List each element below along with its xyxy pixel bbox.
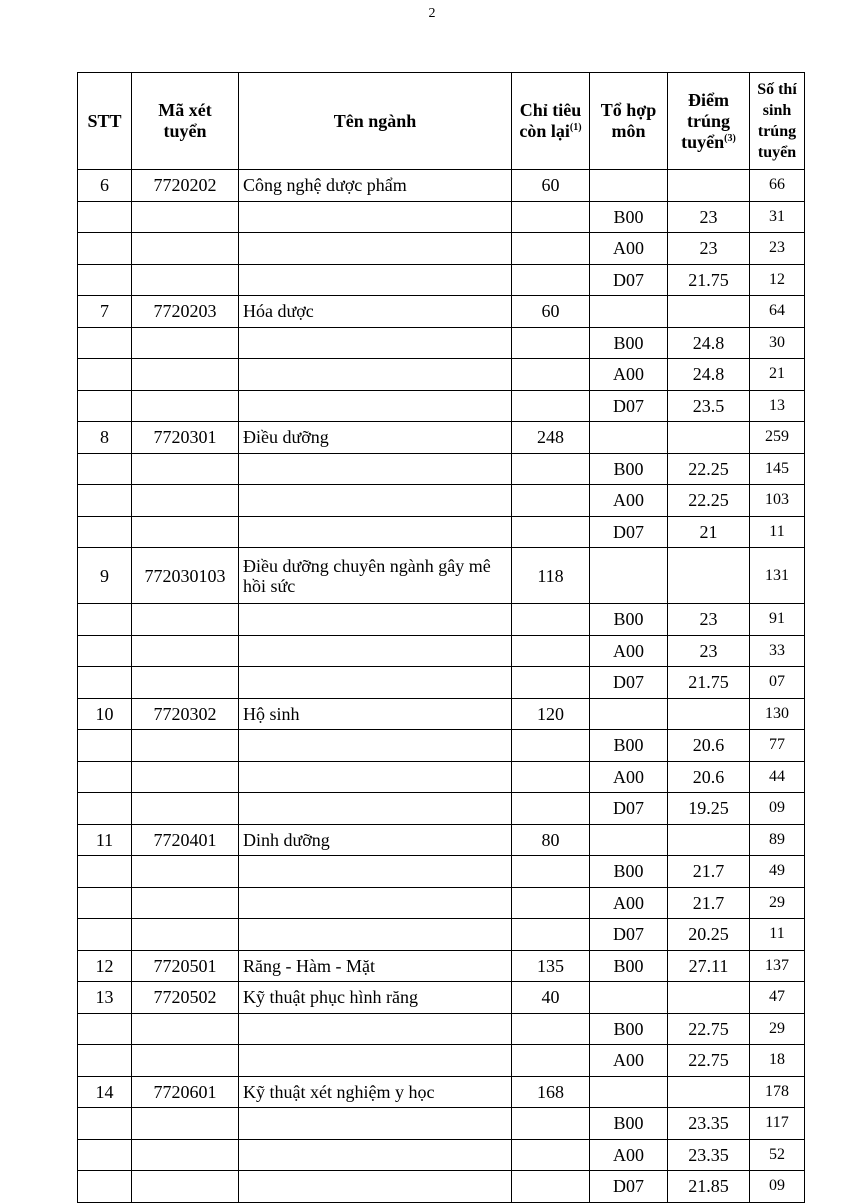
- cell-score: 19.25: [668, 793, 750, 825]
- cell-quota: [512, 1171, 590, 1203]
- cell-code: [132, 667, 239, 699]
- cell-name: [239, 233, 512, 265]
- admissions-table: [77, 72, 805, 1203]
- table-row: [78, 1108, 805, 1140]
- table-row: [78, 296, 805, 328]
- cell-code: [132, 730, 239, 762]
- cell-code: [132, 919, 239, 951]
- table-row: [78, 359, 805, 391]
- cell-score: 22.25: [668, 453, 750, 485]
- cell-name: [239, 730, 512, 762]
- cell-score: 23: [668, 233, 750, 265]
- header-stt: STT: [78, 73, 132, 170]
- cell-score: 21.75: [668, 264, 750, 296]
- table-row: [78, 390, 805, 422]
- cell-stt: [78, 264, 132, 296]
- cell-name: Điều dưỡng chuyên ngành gây mê hồi sức: [239, 548, 512, 604]
- cell-score: 21.7: [668, 887, 750, 919]
- cell-combo: B00: [590, 730, 668, 762]
- cell-quota: [512, 1013, 590, 1045]
- cell-score: 22.75: [668, 1013, 750, 1045]
- cell-stt: 10: [78, 698, 132, 730]
- cell-name: [239, 856, 512, 888]
- cell-stt: [78, 1013, 132, 1045]
- header-score: [668, 73, 750, 170]
- cell-stt: 14: [78, 1076, 132, 1108]
- cell-count: 117: [750, 1108, 805, 1140]
- cell-name: [239, 485, 512, 517]
- cell-quota: [512, 887, 590, 919]
- cell-quota: [512, 516, 590, 548]
- cell-combo: B00: [590, 856, 668, 888]
- cell-combo: B00: [590, 327, 668, 359]
- cell-code: 7720501: [132, 950, 239, 982]
- cell-code: [132, 233, 239, 265]
- cell-score: 22.75: [668, 1045, 750, 1077]
- table-row: [78, 233, 805, 265]
- cell-quota: 168: [512, 1076, 590, 1108]
- cell-score: 21.7: [668, 856, 750, 888]
- cell-combo: D07: [590, 516, 668, 548]
- cell-combo: A00: [590, 1139, 668, 1171]
- cell-quota: [512, 761, 590, 793]
- table-row: [78, 667, 805, 699]
- cell-count: 29: [750, 1013, 805, 1045]
- cell-stt: [78, 793, 132, 825]
- cell-name: Răng - Hàm - Mặt: [239, 950, 512, 982]
- cell-score: [668, 982, 750, 1014]
- cell-stt: [78, 856, 132, 888]
- cell-score: 20.6: [668, 730, 750, 762]
- header-code: Mã xét tuyển: [132, 73, 239, 170]
- cell-quota: [512, 856, 590, 888]
- cell-count: 66: [750, 170, 805, 202]
- cell-name: Dinh dưỡng: [239, 824, 512, 856]
- cell-score: [668, 296, 750, 328]
- cell-stt: 6: [78, 170, 132, 202]
- cell-code: 7720203: [132, 296, 239, 328]
- cell-count: 145: [750, 453, 805, 485]
- table-row: [78, 1139, 805, 1171]
- cell-combo: B00: [590, 1108, 668, 1140]
- cell-quota: [512, 730, 590, 762]
- cell-quota: [512, 793, 590, 825]
- table-row: [78, 919, 805, 951]
- table-row: [78, 1013, 805, 1045]
- cell-name: Điều dưỡng: [239, 422, 512, 454]
- table-row: [78, 170, 805, 202]
- cell-combo: B00: [590, 453, 668, 485]
- table-row: [78, 824, 805, 856]
- cell-combo: A00: [590, 635, 668, 667]
- cell-code: [132, 1045, 239, 1077]
- cell-combo: [590, 824, 668, 856]
- cell-score: 23: [668, 635, 750, 667]
- cell-name: [239, 1108, 512, 1140]
- cell-score: [668, 170, 750, 202]
- cell-score: 21: [668, 516, 750, 548]
- cell-code: [132, 516, 239, 548]
- cell-stt: [78, 359, 132, 391]
- cell-count: 52: [750, 1139, 805, 1171]
- cell-name: [239, 201, 512, 233]
- cell-score: [668, 1076, 750, 1108]
- cell-quota: [512, 485, 590, 517]
- header-combo: Tổ hợp môn: [590, 73, 668, 170]
- cell-score: 20.6: [668, 761, 750, 793]
- cell-combo: D07: [590, 793, 668, 825]
- cell-name: [239, 1013, 512, 1045]
- cell-score: 20.25: [668, 919, 750, 951]
- cell-combo: D07: [590, 919, 668, 951]
- cell-quota: [512, 1108, 590, 1140]
- cell-stt: [78, 201, 132, 233]
- cell-stt: [78, 730, 132, 762]
- cell-count: 131: [750, 548, 805, 604]
- cell-code: 7720502: [132, 982, 239, 1014]
- cell-quota: [512, 327, 590, 359]
- cell-count: 11: [750, 516, 805, 548]
- table-row: [78, 982, 805, 1014]
- cell-code: [132, 635, 239, 667]
- cell-quota: [512, 667, 590, 699]
- cell-quota: 120: [512, 698, 590, 730]
- cell-stt: [78, 485, 132, 517]
- cell-quota: [512, 453, 590, 485]
- table-row: [78, 950, 805, 982]
- cell-combo: D07: [590, 264, 668, 296]
- cell-score: 23: [668, 604, 750, 636]
- table-row: [78, 635, 805, 667]
- cell-combo: D07: [590, 1171, 668, 1203]
- cell-count: 178: [750, 1076, 805, 1108]
- cell-quota: [512, 1139, 590, 1171]
- cell-score: 23.35: [668, 1108, 750, 1140]
- cell-count: 64: [750, 296, 805, 328]
- cell-count: 89: [750, 824, 805, 856]
- cell-stt: 13: [78, 982, 132, 1014]
- cell-code: [132, 856, 239, 888]
- cell-name: [239, 919, 512, 951]
- cell-code: 7720202: [132, 170, 239, 202]
- cell-code: [132, 264, 239, 296]
- cell-name: Hộ sinh: [239, 698, 512, 730]
- cell-count: 137: [750, 950, 805, 982]
- cell-count: 21: [750, 359, 805, 391]
- cell-score: 27.11: [668, 950, 750, 982]
- cell-score: [668, 824, 750, 856]
- cell-code: [132, 1139, 239, 1171]
- cell-count: 103: [750, 485, 805, 517]
- table-row: [78, 856, 805, 888]
- table-row: [78, 887, 805, 919]
- table-row: [78, 516, 805, 548]
- cell-stt: 11: [78, 824, 132, 856]
- cell-count: 13: [750, 390, 805, 422]
- cell-score: [668, 548, 750, 604]
- cell-score: 21.75: [668, 667, 750, 699]
- cell-combo: B00: [590, 950, 668, 982]
- cell-quota: 60: [512, 296, 590, 328]
- cell-code: [132, 793, 239, 825]
- cell-quota: 60: [512, 170, 590, 202]
- cell-name: [239, 264, 512, 296]
- cell-code: [132, 390, 239, 422]
- cell-stt: 7: [78, 296, 132, 328]
- cell-count: 130: [750, 698, 805, 730]
- cell-quota: 118: [512, 548, 590, 604]
- cell-quota: [512, 359, 590, 391]
- cell-code: 7720302: [132, 698, 239, 730]
- table-row: [78, 1171, 805, 1203]
- table-row: [78, 604, 805, 636]
- cell-combo: [590, 1076, 668, 1108]
- cell-code: [132, 359, 239, 391]
- cell-code: [132, 453, 239, 485]
- cell-stt: [78, 604, 132, 636]
- cell-score: 23.35: [668, 1139, 750, 1171]
- cell-code: [132, 1171, 239, 1203]
- cell-score: 22.25: [668, 485, 750, 517]
- cell-count: 30: [750, 327, 805, 359]
- cell-stt: [78, 1108, 132, 1140]
- cell-combo: A00: [590, 1045, 668, 1077]
- cell-count: 77: [750, 730, 805, 762]
- cell-quota: [512, 390, 590, 422]
- cell-combo: [590, 422, 668, 454]
- cell-count: 09: [750, 1171, 805, 1203]
- cell-combo: [590, 548, 668, 604]
- cell-name: [239, 390, 512, 422]
- cell-count: 44: [750, 761, 805, 793]
- cell-stt: [78, 516, 132, 548]
- table-row: [78, 453, 805, 485]
- cell-combo: A00: [590, 761, 668, 793]
- cell-score: 24.8: [668, 359, 750, 391]
- header-quota-note: (1): [569, 122, 582, 133]
- cell-stt: 12: [78, 950, 132, 982]
- cell-code: [132, 485, 239, 517]
- cell-name: Kỹ thuật phục hình răng: [239, 982, 512, 1014]
- cell-name: [239, 793, 512, 825]
- cell-name: Hóa dược: [239, 296, 512, 328]
- table-row: [78, 730, 805, 762]
- table-row: [78, 264, 805, 296]
- cell-quota: [512, 919, 590, 951]
- cell-stt: [78, 667, 132, 699]
- cell-stt: [78, 887, 132, 919]
- cell-code: [132, 1108, 239, 1140]
- cell-combo: A00: [590, 359, 668, 391]
- cell-code: [132, 604, 239, 636]
- cell-name: [239, 327, 512, 359]
- table-row: [78, 201, 805, 233]
- table-row: [78, 698, 805, 730]
- cell-code: [132, 1013, 239, 1045]
- cell-stt: [78, 919, 132, 951]
- cell-stt: [78, 1139, 132, 1171]
- cell-count: 23: [750, 233, 805, 265]
- cell-quota: [512, 604, 590, 636]
- cell-combo: [590, 698, 668, 730]
- cell-combo: [590, 170, 668, 202]
- cell-combo: B00: [590, 1013, 668, 1045]
- cell-combo: A00: [590, 887, 668, 919]
- cell-count: 07: [750, 667, 805, 699]
- table-row: [78, 761, 805, 793]
- cell-stt: [78, 1171, 132, 1203]
- cell-quota: [512, 264, 590, 296]
- cell-stt: [78, 327, 132, 359]
- cell-score: [668, 422, 750, 454]
- cell-name: [239, 604, 512, 636]
- cell-name: [239, 516, 512, 548]
- header-name: Tên ngành: [239, 73, 512, 170]
- table-row: [78, 793, 805, 825]
- table-row: [78, 422, 805, 454]
- cell-code: [132, 761, 239, 793]
- cell-combo: D07: [590, 667, 668, 699]
- cell-count: 31: [750, 201, 805, 233]
- table-header-row: [78, 73, 805, 170]
- cell-combo: B00: [590, 604, 668, 636]
- cell-name: [239, 667, 512, 699]
- cell-name: [239, 1139, 512, 1171]
- cell-name: [239, 453, 512, 485]
- cell-score: 23.5: [668, 390, 750, 422]
- cell-count: 29: [750, 887, 805, 919]
- cell-name: [239, 1171, 512, 1203]
- cell-quota: [512, 1045, 590, 1077]
- cell-code: 7720301: [132, 422, 239, 454]
- cell-combo: A00: [590, 233, 668, 265]
- header-count: Số thí sinh trúng tuyển: [750, 73, 805, 170]
- cell-code: [132, 201, 239, 233]
- cell-score: 24.8: [668, 327, 750, 359]
- table-body: [78, 170, 805, 1203]
- table-row: [78, 548, 805, 604]
- cell-count: 11: [750, 919, 805, 951]
- cell-stt: [78, 761, 132, 793]
- cell-quota: 80: [512, 824, 590, 856]
- cell-score: 21.85: [668, 1171, 750, 1203]
- table-row: [78, 1045, 805, 1077]
- cell-score: 23: [668, 201, 750, 233]
- cell-count: 09: [750, 793, 805, 825]
- cell-count: 91: [750, 604, 805, 636]
- cell-stt: [78, 1045, 132, 1077]
- cell-code: 7720601: [132, 1076, 239, 1108]
- cell-code: 7720401: [132, 824, 239, 856]
- cell-name: [239, 761, 512, 793]
- header-score-note: (3): [724, 132, 736, 144]
- cell-name: Công nghệ dược phẩm: [239, 170, 512, 202]
- cell-combo: A00: [590, 485, 668, 517]
- cell-count: 49: [750, 856, 805, 888]
- cell-stt: 9: [78, 548, 132, 604]
- cell-code: 772030103: [132, 548, 239, 604]
- cell-combo: [590, 982, 668, 1014]
- cell-count: 259: [750, 422, 805, 454]
- cell-stt: [78, 453, 132, 485]
- cell-quota: 40: [512, 982, 590, 1014]
- cell-quota: [512, 233, 590, 265]
- cell-name: [239, 359, 512, 391]
- cell-stt: 8: [78, 422, 132, 454]
- cell-name: Kỹ thuật xét nghiệm y học: [239, 1076, 512, 1108]
- cell-stt: [78, 635, 132, 667]
- cell-score: [668, 698, 750, 730]
- header-quota-text: Chỉ tiêu còn lại: [519, 100, 582, 141]
- cell-combo: B00: [590, 201, 668, 233]
- page-number: 2: [428, 6, 436, 21]
- cell-name: [239, 1045, 512, 1077]
- header-quota: [512, 73, 590, 170]
- cell-stt: [78, 390, 132, 422]
- cell-name: [239, 887, 512, 919]
- table-row: [78, 1076, 805, 1108]
- cell-quota: [512, 201, 590, 233]
- header-score-text: Điểm trúng tuyển: [681, 89, 730, 152]
- cell-stt: [78, 233, 132, 265]
- cell-combo: D07: [590, 390, 668, 422]
- table-row: [78, 327, 805, 359]
- cell-quota: 248: [512, 422, 590, 454]
- cell-name: [239, 635, 512, 667]
- cell-count: 12: [750, 264, 805, 296]
- cell-code: [132, 887, 239, 919]
- cell-count: 18: [750, 1045, 805, 1077]
- cell-count: 33: [750, 635, 805, 667]
- cell-count: 47: [750, 982, 805, 1014]
- cell-quota: 135: [512, 950, 590, 982]
- cell-quota: [512, 635, 590, 667]
- cell-code: [132, 327, 239, 359]
- table-row: [78, 485, 805, 517]
- cell-combo: [590, 296, 668, 328]
